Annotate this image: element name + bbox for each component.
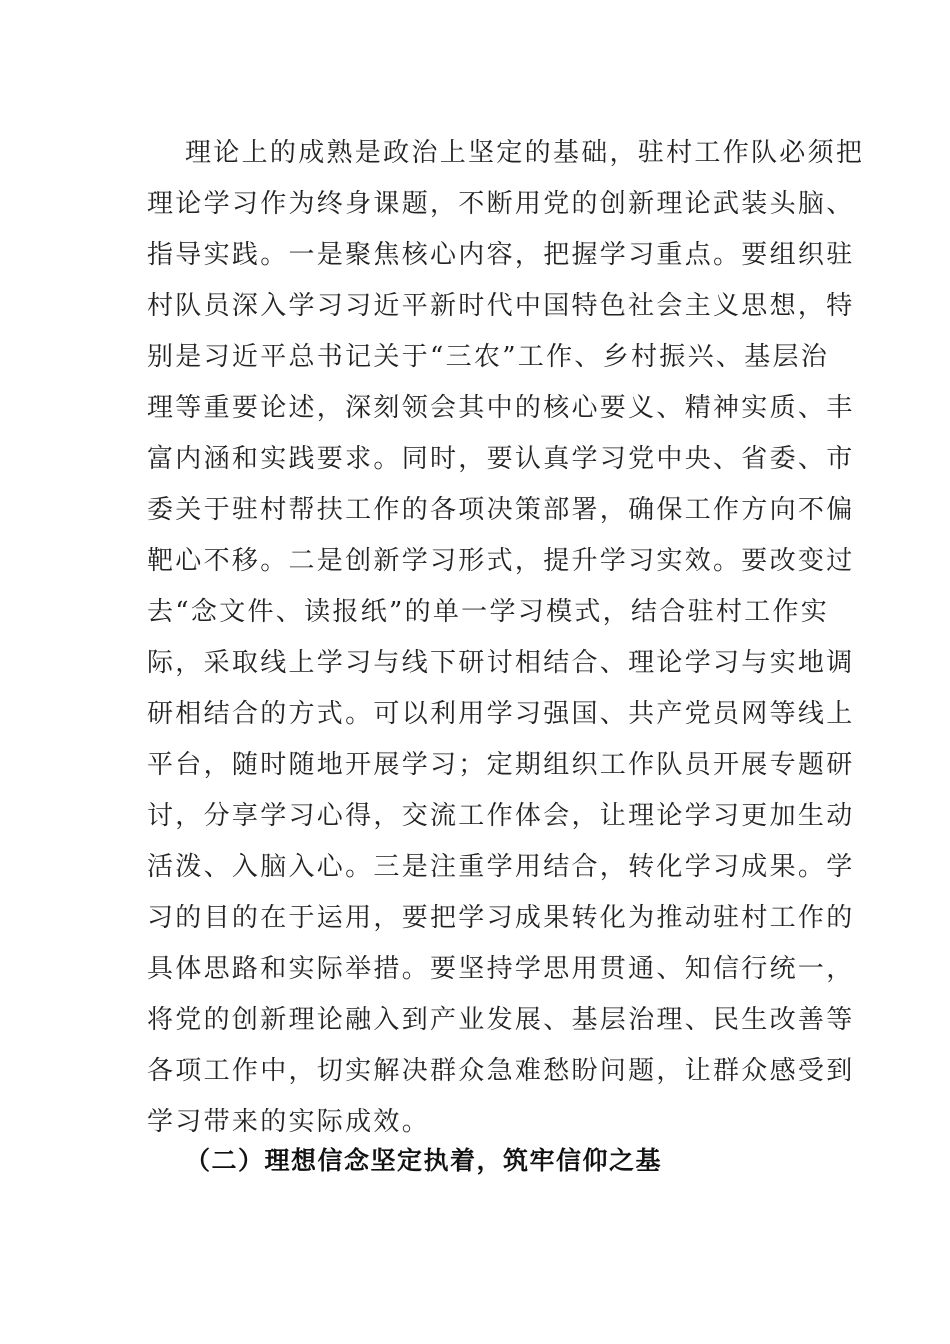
paragraph-line: 村队员深入学习习近平新时代中国特色社会主义思想，特 xyxy=(147,291,855,321)
body-paragraph xyxy=(147,128,865,1148)
paragraph-line: 研相结合的方式。可以利用学习强国、共产党员网等线上 xyxy=(147,699,855,729)
paragraph-line: 理论学习作为终身课题，不断用党的创新理论武装头脑、 xyxy=(147,189,855,219)
paragraph-line: 指导实践。一是聚焦核心内容，把握学习重点。要组织驻 xyxy=(147,240,855,270)
paragraph-line: 际，采取线上学习与线下研讨相结合、理论学习与实地调 xyxy=(147,648,855,678)
section-heading: （二）理想信念坚定执着，筑牢信仰之基 xyxy=(185,1146,663,1175)
paragraph-line: 别是习近平总书记关于“三农”工作、乡村振兴、基层治 xyxy=(147,342,830,372)
paragraph-line: 学习带来的实际成效。 xyxy=(147,1107,431,1137)
paragraph-line: 活泼、入脑入心。三是注重学用结合，转化学习成果。学 xyxy=(147,852,855,882)
paragraph-line: 靶心不移。二是创新学习形式，提升学习实效。要改变过 xyxy=(147,546,855,576)
paragraph-line: 委关于驻村帮扶工作的各项决策部署，确保工作方向不偏 xyxy=(147,495,855,525)
paragraph-line: 各项工作中，切实解决群众急难愁盼问题，让群众感受到 xyxy=(147,1056,855,1086)
paragraph-line: 理等重要论述，深刻领会其中的核心要义、精神实质、丰 xyxy=(147,393,855,423)
paragraph-line: 去“念文件、读报纸”的单一学习模式，结合驻村工作实 xyxy=(147,597,830,627)
paragraph-line: 理论上的成熟是政治上坚定的基础，驻村工作队必须把 xyxy=(185,138,865,168)
paragraph-line: 讨，分享学习心得，交流工作体会，让理论学习更加生动 xyxy=(147,801,855,831)
paragraph-line: 富内涵和实践要求。同时，要认真学习党中央、省委、市 xyxy=(147,444,855,474)
paragraph-line: 将党的创新理论融入到产业发展、基层治理、民生改善等 xyxy=(147,1005,855,1035)
paragraph-line: 具体思路和实际举措。要坚持学思用贯通、知信行统一， xyxy=(147,954,855,984)
paragraph-line: 习的目的在于运用，要把学习成果转化为推动驻村工作的 xyxy=(147,903,855,933)
paragraph-line: 平台，随时随地开展学习；定期组织工作队员开展专题研 xyxy=(147,750,855,780)
